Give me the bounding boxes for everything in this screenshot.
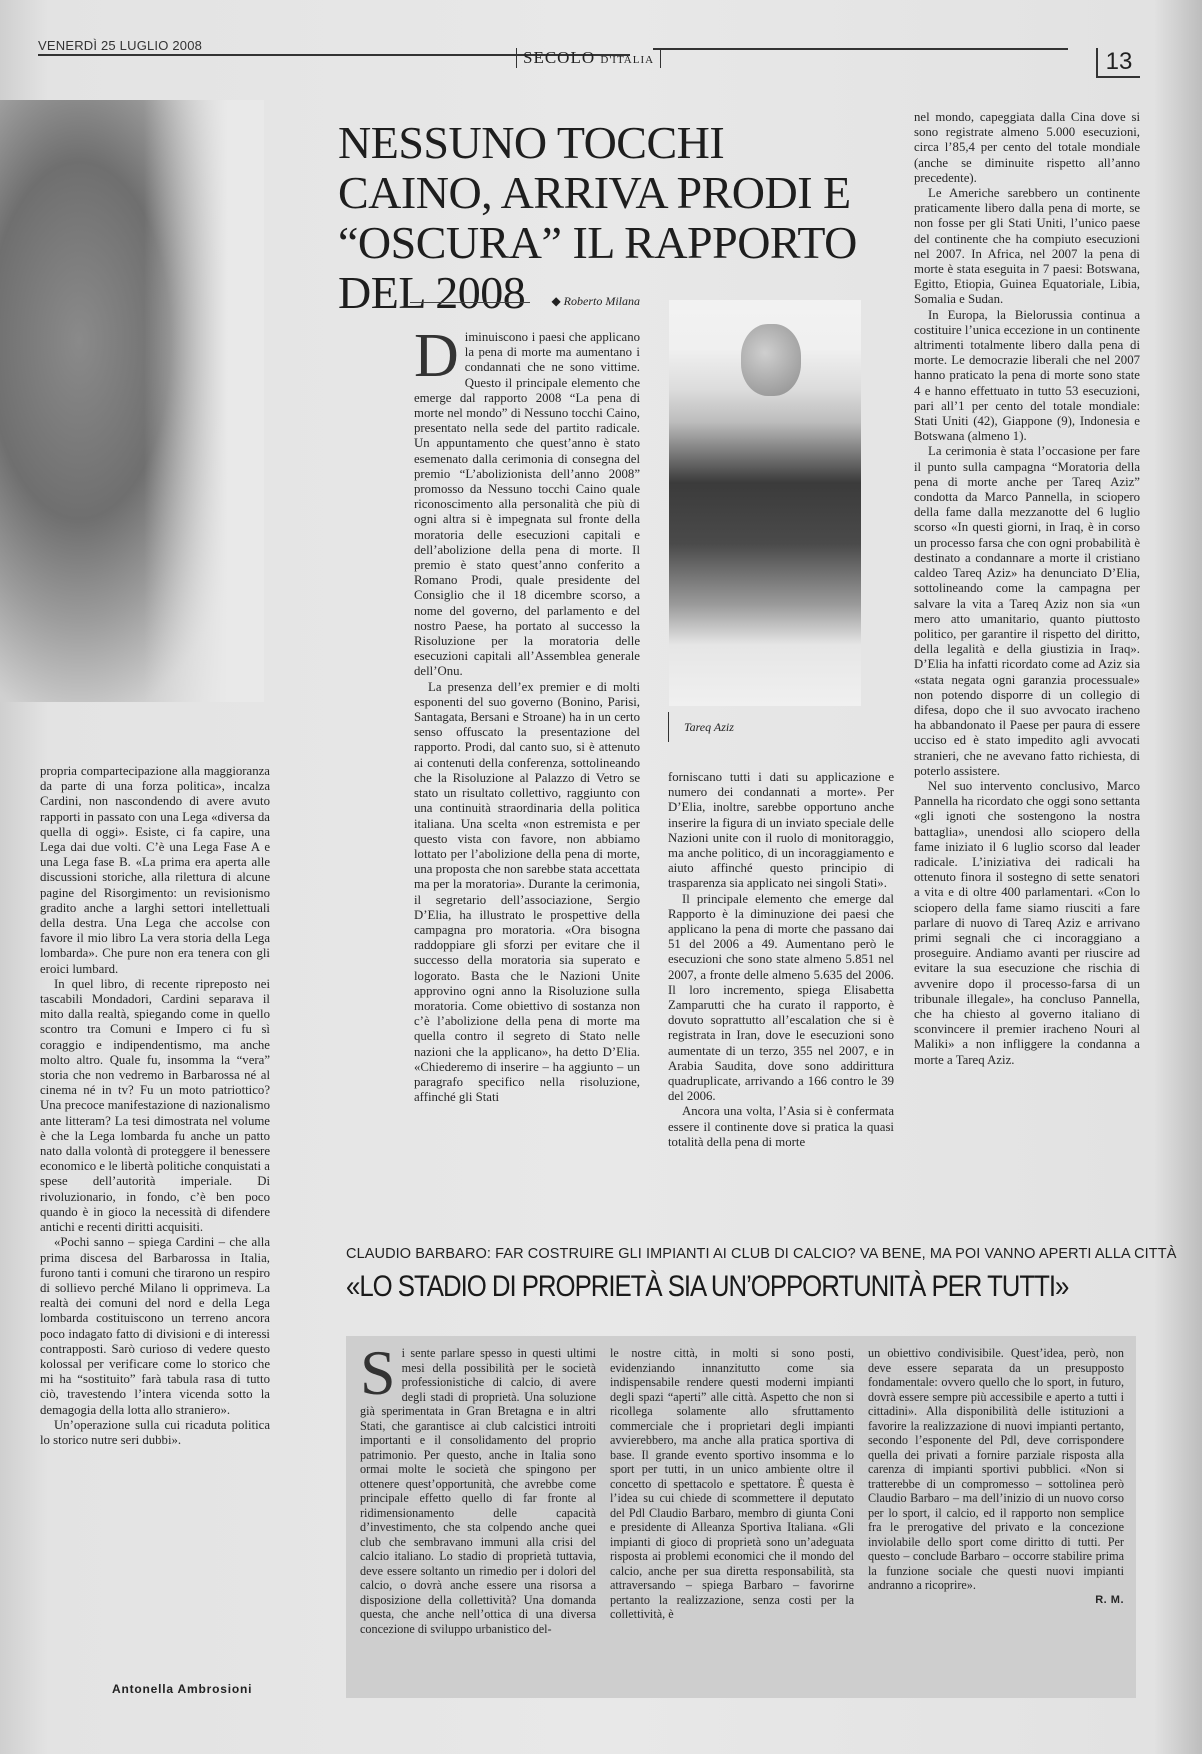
main-headline: NESSUNO TOCCHI CAINO, ARRIVA PRODI E “OSCURA” IL RAPPORTO DEL 2008 xyxy=(338,117,857,318)
main-column-2 xyxy=(668,770,894,1150)
newspaper-name-suffix: D'ITALIA xyxy=(600,54,655,66)
main-column-2-paragraph-2: Il principale elemento che emerge dal Rapporto è la diminuzione dei paesi che applicano la pena di morte che passano dai 51 del 2006 a 49. Aumentano però le esecuzioni che sono state almeno 5.851 nel 2007, a fronte delle almeno 5.635 del 2006. Il loro incremento, spiega Elisabetta Zamparutti che ha curato il rapporto, è dovuto soprattutto all’escalation che si è registrata in Iran, dove le esecuzioni sono aumentate di un terzo, 355 nel 2007, e in Arabia Saudita, dove sono addirittura quadruplicate, arrivando a 166 contro le 39 del 2006. xyxy=(668,891,894,1104)
photo-figure-head xyxy=(741,324,801,396)
second-article-signature: R. M. xyxy=(1095,1593,1124,1606)
second-article-column-1 xyxy=(360,1337,596,1636)
second-paragraph-1 xyxy=(360,1337,596,1636)
second-paragraph-2: le nostre città, in molti si sono posti, evidenziando innanzitutto come sia indispensabile rendere questi moderni impianti degli spazi “aperti” alle città. Aspetto che non si ricollega solamente allo sfruttamento commerciale che i proprietari degli impianti avvierebbero, ma anche alla pratica sportiva di base. Il grande evento sportivo insomma e lo sport per tutti, in un unico ambiente oltre il concetto di spettacolo e spettatore. È questa è l’idea su cui chiede di scommettere il deputato del Pdl Claudio Barbaro, membro di giunta Coni e presidente di Alleanza Sportiva Italiana. «Gli impianti di gioco di proprietà sono un’adeguata risposta ai problemi economici che il mondo del calcio, anche per sua diretta responsabilità, sta attraversando – spiega Barbaro – favorirne pertanto la realizzazione, senza costi per la collettività, è xyxy=(610,1346,854,1621)
main-paragraph-1 xyxy=(414,322,640,680)
main-column-3-paragraph-2: Le Americhe sarebbero un continente praticamente libero dalla pena di morte, se non fosse per gli Stati Uniti, l’unico paese del continente che ha compiuto esecuzioni nel 2007. In Africa, nel 2007 la pena di morte è stata eseguita in 7 paesi: Botswana, Egitto, Etiopia, Guinea Equatoriale, Libia, Somalia e Sudan. xyxy=(914,186,1140,307)
main-author: ◆ Roberto Milana xyxy=(410,294,640,309)
left-paragraph-3: «Pochi sanno – spiega Cardini – che alla prima discesa del Barbarossa in Italia, furono tanti i comuni che tirarono un respiro di sollievo perché Milano li opprimeva. La realtà dei comuni del nord e della Lega lombarda costituiscono un terreno ancora poco indagato fatto di divisioni e di interessi contrapposti. Sarò curioso di vedere questo kolossal per verificare come lo storico che mi ha “sostituito” farà tabula rasa di tutto ciò, travestendo l’intera vicenda sotto la demagogia della lotta allo straniero». xyxy=(40,1235,270,1417)
tareq-aziz-photo xyxy=(669,300,861,706)
main-column-1 xyxy=(414,322,640,1105)
page-header xyxy=(38,36,1140,82)
page-number: 13 xyxy=(1096,48,1140,78)
second-paragraph-1-text: i sente parlare spesso in questi ultimi mesi della possibilità per le società professionistiche di calcio, di avere degli stadi di proprietà. Una soluzione già sperimentata in Gran Bretagna e in altri Stati, che garantisce ai club calcistici introiti importanti e il consolidamento del proprio patrimonio. Per questo, anche in Italia sono ormai molte le società che spingono per ottenere quest’opportunità, che avrebbe come principale effetto quello di far fronte al ridimensionamento delle capacità d’investimento, che sta colpendo anche quei club che sembravano immuni alla crisi del calcio italiano. Lo stadio di proprietà tuttavia, deve essere soltanto un rimedio per i dolori del calcio, o dovrà anche essere una risorsa a disposizione della collettività? Una domanda questa, che anche nell’ottica di una diversa concezione di sviluppo urbanistico del- xyxy=(360,1346,596,1636)
second-article-column-2 xyxy=(610,1346,854,1622)
second-article-headline: «LO STADIO DI PROPRIETÀ SIA UN’OPPORTUNITÀ PER TUTTI» xyxy=(346,1270,1069,1303)
main-column-3-paragraph-1: nel mondo, capeggiata dalla Cina dove si sono registrate almeno 5.000 esecuzioni, circa l’85,4 per cento del totale mondiale (anche se diminuite rispetto all’anno precedente). xyxy=(914,110,1140,185)
left-photo xyxy=(0,100,264,702)
main-column-3 xyxy=(914,110,1140,1068)
header-rule-right xyxy=(653,48,1068,50)
main-column-2-paragraph-1: forniscano tutti i dati su applicazione e numero dei condannati a morte». Per D’Elia, inoltre, sarebbe opportuno anche inserire la figura di un inviato speciale delle Nazioni unite con il ruolo di monitoraggio, ma anche politico, di un incoraggiamento e aiuto affinché questo principio di trasparenza sia applicato nei singoli Stati». xyxy=(668,770,894,891)
left-paragraph-4: Un’operazione sulla cui ricaduta politica lo storico nutre seri dubbi». xyxy=(40,1417,270,1447)
second-dropcap: S xyxy=(360,1337,396,1408)
newspaper-name xyxy=(516,48,661,68)
main-column-3-paragraph-3: In Europa, la Bielorussia continua a costituire l’unica eccezione in un continente altrimenti totalmente libero dalla pena di morte. Le democrazie liberali che nel 2007 hanno praticato la pena di morte sono state 4 e hanno effettuato in tutto 53 esecuzioni, pari all’1 per cento del totale mondiale: Stati Uniti (42), Giappone (9), Indonesia e Botswana (almeno 1). xyxy=(914,307,1140,444)
left-article-column xyxy=(40,764,270,1448)
main-paragraph-2: La presenza dell’ex premier e di molti esponenti del suo governo (Bonino, Parisi, Santagata, Bersani e Stroane) ha in un certo senso offuscato la presentazione del rapporto. Prodi, dal canto suo, si è attenuto ai contenuti della conferenza, sottolineando che la Risoluzione al Palazzo di Vetro se stato un risultato collettivo, raggiunto con una continuità straordinaria della politica italiana. Una scelta «non estremista e per questo vista con favore, non abbiamo lottato per l’abolizione della pena di morte, una proposta che non sarebbe stata accettata ma per la moratoria». Durante la cerimonia, il segretario dell’associazione, Sergio D’Elia, ha illustrato le prospettive della campagna pro moratoria. «Ora bisogna raddoppiare gli sforzi per evitare che il successo della moratoria sia superato e logorato. Basta che le Nazioni Unite approvino ogni anno la Risoluzione sulla moratoria. Come obiettivo di sostanza non c’è l’abolizione della pena di morte ma quella contro il segreto di Stato nelle nazioni che la applicano», ha detto D’Elia. «Chiederemo di inserire – ha aggiunto – un paragrafo specifico nella risoluzione, affinché gli Stati xyxy=(414,679,640,1105)
newspaper-name-main: SECOLO xyxy=(523,48,596,67)
main-dropcap: D xyxy=(414,322,459,390)
left-paragraph-1: propria compartecipazione alla maggioranza da parte di una forza politica», incalza Cardini, non nascondendo di avere avuto rapporti in passato con una Lega «diversa da quella di oggi». Esiste, ci fa capire, una Lega dai due volti. C’è una Lega Fase A e una Lega fase B. «La prima era aperta alle discussioni storiche, alla rilettura di alcune pagine del Risorgimento: un revisionismo gradito anche a larghi settori intellettuali della destra. Una Lega che accolse con favore il mio libro La vera storia della Lega lombarda». Che pure non era tenera con gli eroici lumbard. xyxy=(40,764,270,976)
left-article-byline: Antonella Ambrosioni xyxy=(112,1682,253,1696)
second-article-column-3 xyxy=(868,1346,1124,1607)
issue-date: VENERDÌ 25 LUGLIO 2008 xyxy=(38,38,203,53)
main-column-2-paragraph-3: Ancora una volta, l’Asia si è confermata essere il continente dove si pratica la quasi totalità della pena di morte xyxy=(668,1104,894,1149)
left-paragraph-2: In quel libro, di recente ripreposto nei tascabili Mondadori, Cardini separava il mito dalla realtà, spiegando come in quello scontro tra Comuni e Impero ci fu sì coraggio e indipendentismo, ma anche molto altro. Quale fu, insomma la “vera” storia che non vedremo in Barbarossa né al cinema né in tv? Fu un moto patriottico? Una precoce manifestazione di nazionalismo ante litteram? La tesi dimostrata nel volume è che la Lega lombarda fu anche un patto nato dalla volontà di proteggere il benessere economico e le libertà politiche conquistati a spese dell’autorità imperiale. Di rivoluzionario, in fondo, c’è ben poco quando è in gioco la necessità di difendere antichi e recenti diritti acquisiti. xyxy=(40,976,270,1235)
second-article-header xyxy=(346,1246,1177,1308)
main-column-3-paragraph-5: Nel suo intervento conclusivo, Marco Pannella ha ricordato che oggi sono settanta «gli ignoti che sostengono la nostra battaglia», unendosi allo sciopero della fame iniziato il 6 luglio scorso dal leader radicale. L’iniziativa dei radicali ha ottenuto finora il sostegno di sette senatori a vita e di oltre 400 parlamentari. «Con lo sciopero della fame siamo riusciti a fare parlare di nuovo di Tareq Aziz e arrivano primi segnali che ci incoraggiano a proseguire. Andiamo avanti per riuscire ad evitare la sua esecuzione che rischia di avvenire dopo il processo-farsa di un tribunale illegale», ha concluso Pannella, che ha chiesto al governo italiano di sconvincere il premier iracheno Nouri al Maliki» a non infliggere la condanna a morte a Tareq Aziz. xyxy=(914,778,1140,1067)
main-paragraph-1-text: iminuiscono i paesi che applicano la pena di morte ma aumentano i condannati che ne sono vittime. Questo il principale elemento che emerge dal rapporto 2008 “La pena di morte nel mondo” di Nessuno tocchi Caino, presentato nella sede del partito radicale. Un appuntamento che quest’anno è stato esemenato dalla cerimonia di consegna del premio “L’abolizionista dell’anno 2008” promosso da Nessuno tocchi Caino quale riconoscimento alla personalità che più di ogni altra si è impegnata sul fronte della moratoria delle esecuzioni capitali e dell’abolizione della pena di morte. Il premio è stato quest’anno conferito a Romano Prodi, quale presidente del Consiglio che il 18 dicembre scorso, a nome del governo, del parlamento e del nostro Paese, ha portato al successo la Risoluzione per la moratoria delle esecuzioni capitali all’Assemblea generale dell’Onu. xyxy=(414,330,640,679)
second-paragraph-3: un obiettivo condivisibile. Quest’idea, però, non deve essere separata da un presupposto fondamentale: ovvero quello che lo sport, in futuro, dovrà essere sempre più accessibile e aperto a tutti i cittadini». Alla disponibilità delle istituzioni a favorire la realizzazione di nuovi impianti pertanto, secondo l’esponente del Pdl, deve corrispondere quella dei privati a fornire parziale risposta alla carenza di impianti sportivi pubblici. «Non si tratterebbe di un compromesso – sottolinea però Claudio Barbaro – ma dell’inizio di un nuovo corso per lo sport, il calcio, ed il rapporto non semplice fra le prerogative del privato e la concezione inviolabile dello sport come diritto di tutti. Per questo – conclude Barbaro – occorre stabilire prima la funzione sociale che questi nuovi impianti andranno a ricoprire». xyxy=(868,1346,1124,1592)
main-column-3-paragraph-4: La cerimonia è stata l’occasione per fare il punto sulla campagna “Moratoria della pena di morte anche per Tareq Aziz” condotta da Marco Pannella, in sciopero della fame dalla mezzanotte del 6 luglio scorso «In questi giorni, in Iraq, è in corso un processo farsa che con ogni probabilità è destinato a condannare a morte il cristiano caldeo Tareq Aziz» ha denunciato D’Elia, sottolineando come la campagna per salvare la vita a Tareq Aziz non sia «un mero atto umanitario, quanto piuttosto politico, per garantire il rispetto del diritto, della legalità e della giustizia in Iraq». D’Elia ha infatti ricordato come ad Aziz sia «stata negata ogni garanzia processuale» non potendo disporre di un collegio di difesa, dopo che il suo avvocato iracheno ha abbandonato il Paese per paura di essere ucciso ed è stato impedito agli avvocati stranieri, che ne avevano fatto richiesta, di poterlo assistere. xyxy=(914,444,1140,778)
second-article-kicker: CLAUDIO BARBARO: FAR COSTRUIRE GLI IMPIANTI AI CLUB DI CALCIO? VA BENE, MA POI VANNO APERTI ALLA CITTÀ xyxy=(346,1246,1177,1262)
photo-caption: Tareq Aziz xyxy=(684,720,734,734)
